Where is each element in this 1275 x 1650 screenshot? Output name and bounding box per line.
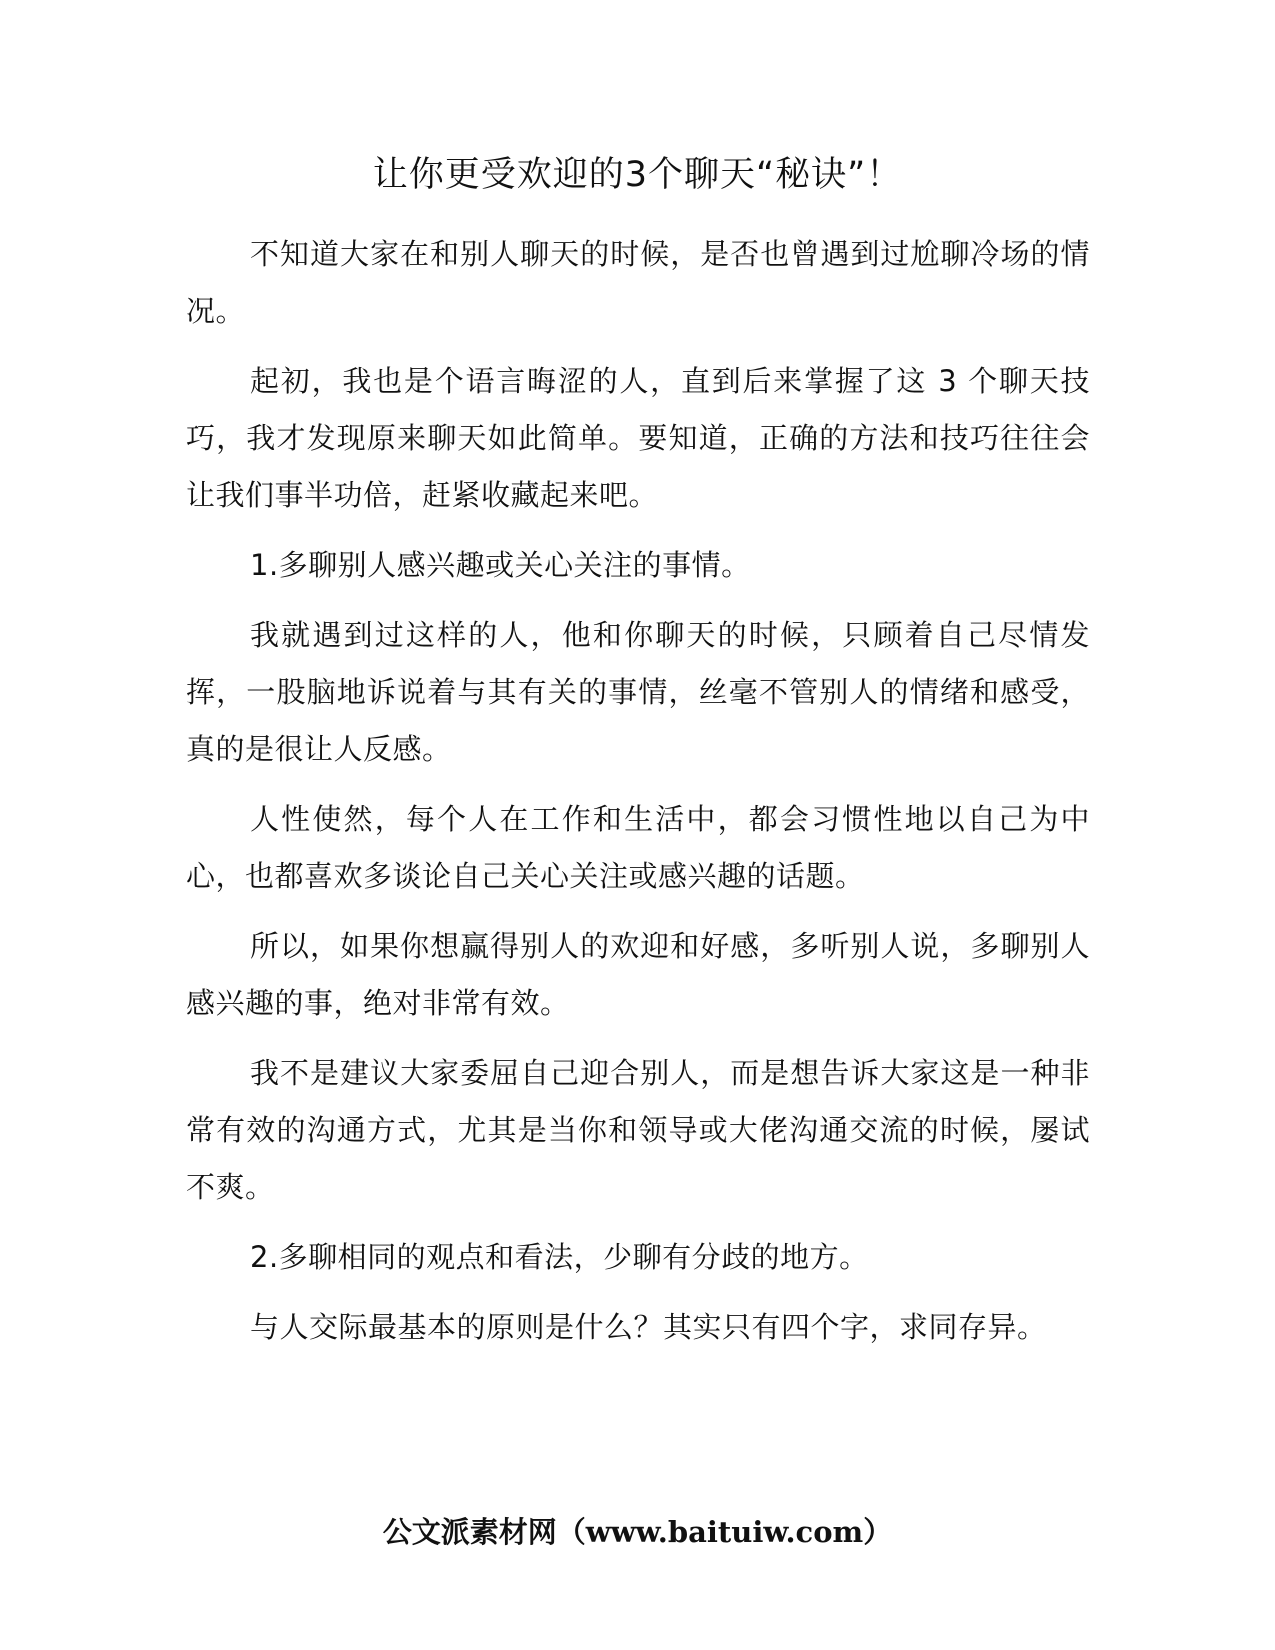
heading-tip-2: 2.多聊相同的观点和看法，少聊有分歧的地方。 [250, 1240, 869, 1274]
paragraph-5: 所以，如果你想赢得别人的欢迎和好感，多听别人说，多聊别人感兴趣的事，绝对非常有效。 [186, 929, 1090, 1020]
document-title: 让你更受欢迎的3个聊天“秘诀”！ [372, 155, 903, 195]
paragraph-4: 人性使然，每个人在工作和生活中，都会习惯性地以自己为中心，也都喜欢多谈论自己关心关注或感兴趣的话题。 [186, 802, 1090, 893]
paragraph-1: 不知道大家在和别人聊天的时候，是否也曾遇到过尬聊冷场的情况。 [186, 237, 1090, 328]
document-body [186, 226, 1090, 1369]
paragraph-3: 我就遇到过这样的人，他和你聊天的时候，只顾着自己尽情发挥，一股脑地诉说着与其有关的事情，丝毫不管别人的情绪和感受，真的是很让人反感。 [186, 618, 1090, 766]
site-footer: 公文派素材网（www.baituiw.com） [382, 1515, 893, 1549]
heading-tip-1: 1.多聊别人感兴趣或关心关注的事情。 [250, 548, 751, 582]
paragraph-6: 我不是建议大家委屈自己迎合别人，而是想告诉大家这是一种非常有效的沟通方式，尤其是当你和领导或大佬沟通交流的时候，屡试不爽。 [186, 1056, 1090, 1204]
paragraph-2: 起初，我也是个语言晦涩的人，直到后来掌握了这 3 个聊天技巧，我才发现原来聊天如此简单。要知道，正确的方法和技巧往往会让我们事半功倍，赶紧收藏起来吧。 [186, 364, 1090, 512]
paragraph-7: 与人交际最基本的原则是什么？其实只有四个字，求同存异。 [250, 1310, 1047, 1344]
